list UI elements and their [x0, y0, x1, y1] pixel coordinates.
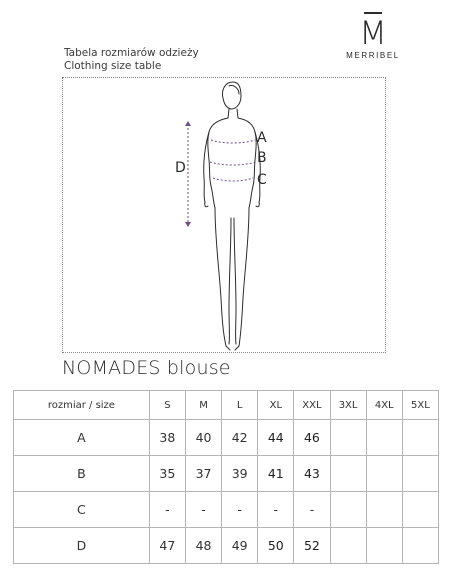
size-header-cell: 4XL — [366, 391, 402, 420]
size-header-cell: XL — [258, 391, 294, 420]
table-cell: 47 — [149, 528, 185, 564]
table-cell: 38 — [149, 420, 185, 456]
table-cell — [402, 456, 438, 492]
size-table-heading — [64, 47, 199, 73]
table-cell: 48 — [185, 528, 221, 564]
row-label: D — [14, 528, 150, 564]
table-cell: 35 — [149, 456, 185, 492]
size-header-cell: S — [149, 391, 185, 420]
size-header-cell: M — [185, 391, 221, 420]
table-cell: 37 — [185, 456, 221, 492]
measure-label-b: B — [257, 150, 267, 166]
measure-label-d: D — [175, 160, 186, 176]
body-measurement-figure — [62, 77, 386, 353]
table-cell — [402, 528, 438, 564]
table-cell: - — [222, 492, 258, 528]
table-cell: 49 — [222, 528, 258, 564]
size-header-label: rozmiar / size — [14, 391, 150, 420]
table-cell: 41 — [258, 456, 294, 492]
measure-label-c: C — [257, 172, 267, 188]
logo-brand-name: MERRIBEL — [346, 51, 400, 60]
body-silhouette-illustration — [63, 78, 387, 354]
product-title: NOMADES blouse — [62, 357, 231, 379]
table-cell: 50 — [258, 528, 294, 564]
measure-label-a: A — [257, 130, 267, 146]
table-cell — [402, 420, 438, 456]
table-cell: 43 — [294, 456, 330, 492]
table-cell: - — [185, 492, 221, 528]
table-cell — [366, 492, 402, 528]
size-header-row — [14, 391, 439, 420]
table-cell — [330, 528, 366, 564]
table-cell — [366, 456, 402, 492]
table-cell — [330, 456, 366, 492]
table-row — [14, 420, 439, 456]
table-row — [14, 528, 439, 564]
row-label: C — [14, 492, 150, 528]
table-cell: 42 — [222, 420, 258, 456]
row-label: A — [14, 420, 150, 456]
table-cell — [330, 420, 366, 456]
table-cell — [366, 420, 402, 456]
table-cell: 39 — [222, 456, 258, 492]
table-cell — [366, 528, 402, 564]
logo-letter: M — [359, 14, 387, 52]
table-cell: 40 — [185, 420, 221, 456]
table-cell: 44 — [258, 420, 294, 456]
heading-english: Clothing size table — [64, 60, 162, 72]
table-cell: 46 — [294, 420, 330, 456]
table-cell — [330, 492, 366, 528]
table-cell: - — [258, 492, 294, 528]
size-header-cell: 3XL — [330, 391, 366, 420]
size-header-cell: 5XL — [402, 391, 438, 420]
table-cell: 52 — [294, 528, 330, 564]
size-header-cell: L — [222, 391, 258, 420]
table-row — [14, 492, 439, 528]
size-header-cell: XXL — [294, 391, 330, 420]
table-cell — [402, 492, 438, 528]
table-cell: - — [294, 492, 330, 528]
merribel-logo — [338, 12, 408, 60]
row-label: B — [14, 456, 150, 492]
heading-polish: Tabela rozmiarów odzieży — [64, 47, 199, 59]
table-row — [14, 456, 439, 492]
size-table — [13, 390, 439, 564]
table-cell: - — [149, 492, 185, 528]
